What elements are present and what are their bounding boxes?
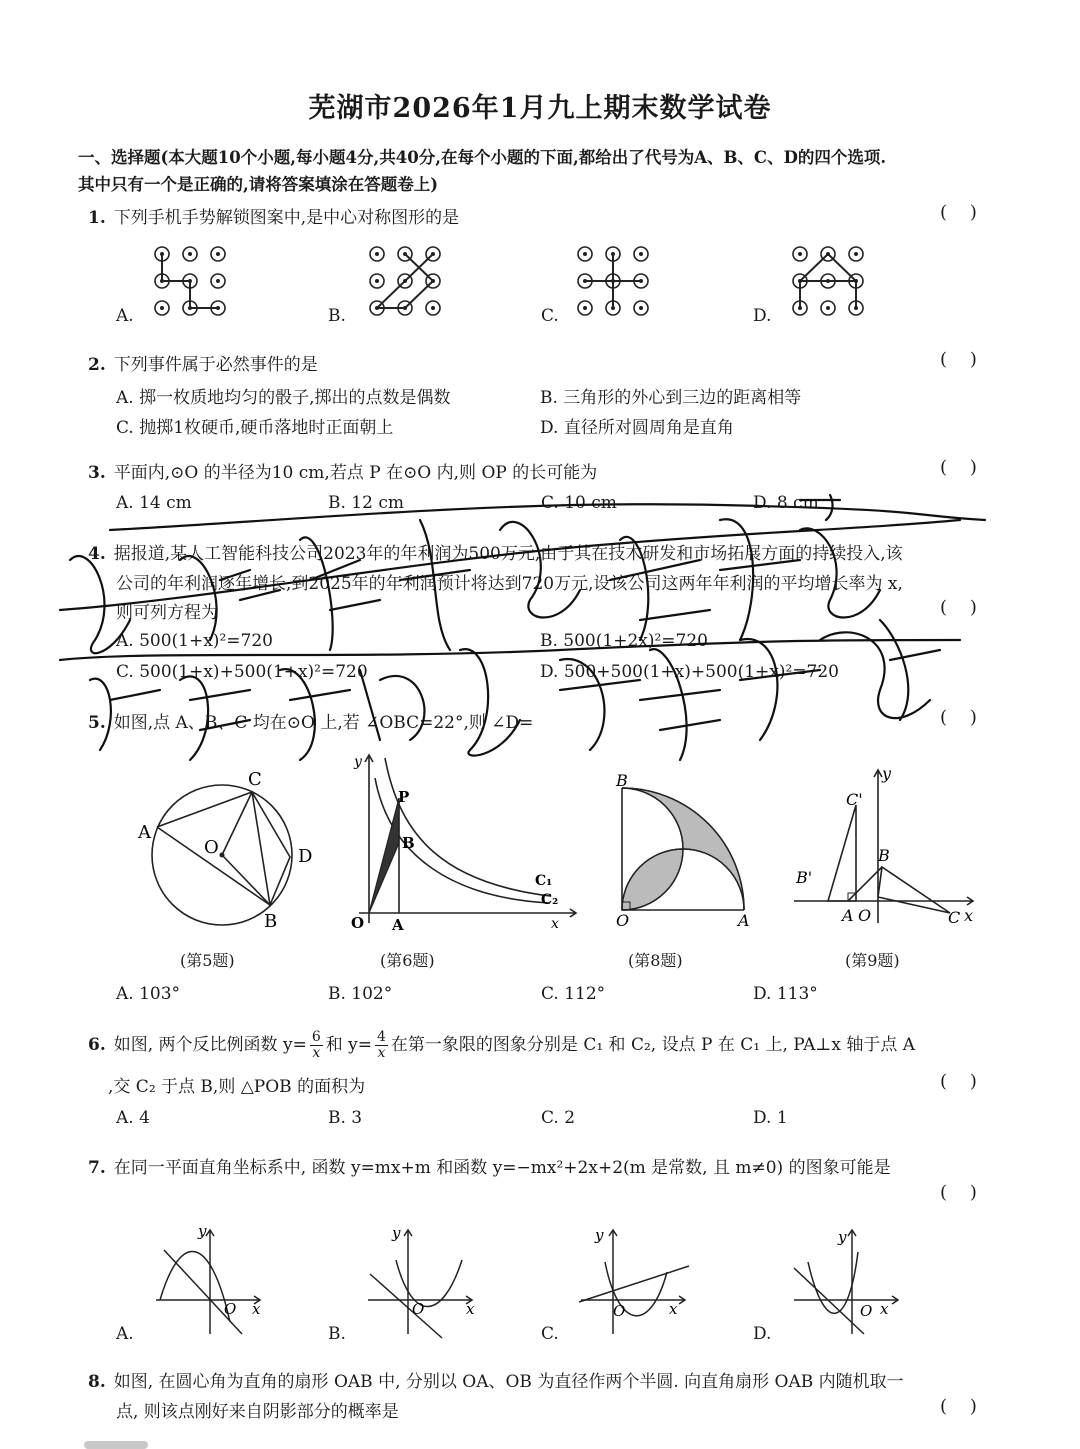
question-4-line2: 公司的年利润逐年增长,到2025年的年利润预计将达到720万元,设该公司这两年年利润的平均增长率为 x, — [116, 574, 903, 594]
axis-label-y: y — [198, 1222, 207, 1240]
fig5-caption: (第5题) — [180, 951, 235, 970]
fig9-label-b-prime: B' — [796, 868, 813, 887]
fraction-denominator: x — [312, 1045, 321, 1061]
q1-option-d: D. — [753, 306, 772, 326]
q2-option-a: A. 掷一枚质地均匀的骰子,掷出的点数是偶数 — [116, 388, 451, 408]
fig9-label-o: O — [858, 906, 872, 925]
fig6-label-b: B — [402, 834, 415, 852]
axis-label-y: y — [838, 1228, 847, 1246]
axis-label-o: O — [613, 1302, 626, 1320]
q7-option-c: C. — [541, 1324, 559, 1344]
answer-paren-6[interactable]: ( ) — [940, 1071, 977, 1092]
question-text-c: 在第一象限的图象分别是 C₁ 和 C₂, 设点 P 在 C₁ 上, PA⊥x 轴于点 A — [390, 1035, 916, 1055]
figure-6 — [345, 748, 585, 933]
question-text: 下列事件属于必然事件的是 — [113, 355, 318, 375]
figure-8 — [608, 770, 758, 930]
fig9-label-c: C — [948, 908, 961, 927]
fig9-label-c-prime: C' — [846, 790, 863, 809]
question-text: 平面内,⊙O 的半径为10 cm,若点 P 在⊙O 内,则 OP 的长可能为 — [113, 463, 598, 483]
fig6-label-o: O — [351, 914, 365, 932]
q7-graph-b — [362, 1222, 482, 1340]
q6-option-b: B. 3 — [328, 1108, 363, 1128]
q4-option-c: C. 500(1+x)+500(1+x)²=720 — [116, 662, 368, 682]
fraction-denominator: x — [377, 1045, 386, 1061]
fig6-label-c1: C₁ — [535, 873, 553, 889]
fig8-label-o: O — [616, 911, 630, 930]
axis-label-x: x — [252, 1300, 261, 1318]
axis-label-x: x — [880, 1300, 889, 1318]
q4-option-b: B. 500(1+2x)²=720 — [540, 631, 708, 651]
fig5-label-b: B — [264, 911, 278, 932]
q2-option-c: C. 抛掷1枚硬币,硬币落地时正面朝上 — [116, 418, 394, 438]
axis-label-o: O — [412, 1300, 425, 1318]
axis-label-x: x — [466, 1300, 475, 1318]
q4-option-a: A. 500(1+x)²=720 — [116, 631, 273, 651]
figure-5 — [130, 765, 330, 935]
question-number: 4. — [88, 544, 106, 564]
q1-option-b: B. — [328, 306, 346, 326]
q4-option-d: D. 500+500(1+x)+500(1+x)²=720 — [540, 662, 839, 682]
figure-9 — [788, 765, 983, 930]
fig5-label-c: C — [248, 769, 262, 790]
answer-paren-8[interactable]: ( ) — [940, 1396, 977, 1417]
q7-graph-d — [788, 1222, 908, 1340]
question-number: 8. — [88, 1372, 106, 1392]
q7-graph-c — [575, 1222, 695, 1340]
question-text-line1: 如图, 在圆心角为直角的扇形 OAB 中, 分别以 OA、OB 为直径作两个半圆. 向直角扇形 OAB 内随机取一 — [113, 1372, 904, 1392]
fig6-label-y: y — [354, 754, 362, 770]
fig9-caption: (第9题) — [845, 951, 900, 970]
question-number: 7. — [88, 1158, 106, 1178]
fig6-label-p: P — [398, 788, 410, 806]
question-text-b: 和 y= — [325, 1035, 372, 1055]
question-number: 6. — [88, 1035, 106, 1055]
axis-label-o: O — [224, 1300, 237, 1318]
q3-option-b: B. 12 cm — [328, 493, 404, 513]
answer-paren-3[interactable]: ( ) — [940, 457, 977, 478]
section-header-line1: 一、选择题(本大题10个小题,每小题4分,共40分,在每个小题的下面,都给出了代号为A、B、C、D的四个选项. — [78, 148, 887, 167]
question-number: 3. — [88, 463, 106, 483]
question-6-line2: ,交 C₂ 于点 B,则 △POB 的面积为 — [108, 1077, 366, 1097]
q5-option-b: B. 102° — [328, 984, 393, 1004]
fig8-label-a: A — [738, 911, 750, 930]
fraction-4-over-x — [375, 1030, 388, 1061]
answer-paren-4[interactable]: ( ) — [940, 597, 977, 618]
scrollbar-thumb[interactable] — [84, 1441, 148, 1449]
fig9-label-y: y — [882, 765, 892, 783]
fig9-label-x: x — [964, 906, 974, 925]
q6-option-c: C. 2 — [541, 1108, 576, 1128]
fig6-caption: (第6题) — [380, 951, 435, 970]
axis-label-o: O — [860, 1302, 873, 1320]
q5-option-d: D. 113° — [753, 984, 818, 1004]
fraction-numerator: 4 — [377, 1029, 386, 1045]
q7-option-b: B. — [328, 1324, 346, 1344]
q7-option-a: A. — [116, 1324, 134, 1344]
question-text: 如图,点 A、B、C 均在⊙O 上,若 ∠OBC=22°,则 ∠D= — [113, 713, 534, 733]
question-number: 2. — [88, 355, 106, 375]
answer-paren-7[interactable]: ( ) — [940, 1182, 977, 1203]
fraction-numerator: 6 — [311, 1029, 321, 1045]
answer-paren-1[interactable]: ( ) — [940, 202, 977, 223]
fig6-label-a: A — [392, 916, 404, 933]
fig9-label-a: A — [842, 906, 854, 925]
question-text: 在同一平面直角坐标系中, 函数 y=mx+m 和函数 y=−mx²+2x+2(m 是常数, 且 m≠0) 的图象可能是 — [113, 1158, 891, 1178]
q3-option-c: C. 10 cm — [541, 493, 617, 513]
fig5-label-o: O — [204, 837, 219, 858]
fig9-label-b: B — [878, 846, 890, 865]
section-header-line2: 其中只有一个是正确的,请将答案填涂在答题卷上) — [78, 175, 439, 194]
fig6-label-c2: C₂ — [541, 892, 559, 908]
question-8 — [88, 1367, 904, 1392]
axis-label-y: y — [595, 1226, 604, 1244]
q7-option-d: D. — [753, 1324, 772, 1344]
q5-option-c: C. 112° — [541, 984, 606, 1004]
q1-option-a: A. — [116, 306, 134, 326]
q3-option-a: A. 14 cm — [116, 493, 192, 513]
axis-label-x: x — [669, 1300, 678, 1318]
fig5-label-d: D — [298, 846, 313, 867]
answer-paren-5[interactable]: ( ) — [940, 707, 977, 728]
q6-option-a: A. 4 — [116, 1108, 150, 1128]
question-6 — [88, 1030, 915, 1061]
fig8-caption: (第8题) — [628, 951, 683, 970]
fig8-label-b: B — [616, 771, 628, 790]
q5-option-a: A. 103° — [116, 984, 181, 1004]
fig5-label-a: A — [138, 822, 151, 843]
q2-option-d: D. 直径所对圆周角是直角 — [540, 418, 734, 438]
q1-option-c: C. — [541, 306, 559, 326]
question-number: 1. — [88, 208, 106, 228]
fig6-label-x: x — [551, 916, 559, 932]
question-text-a: 如图, 两个反比例函数 y= — [113, 1035, 307, 1055]
q2-option-b: B. 三角形的外心到三边的距离相等 — [540, 388, 802, 408]
axis-label-y: y — [392, 1224, 401, 1242]
question-number: 5. — [88, 713, 106, 733]
page-title: 芜湖市2026年1月九上期末数学试卷 — [308, 93, 772, 124]
fraction-6-over-x — [310, 1030, 323, 1061]
question-text: 下列手机手势解锁图案中,是中心对称图形的是 — [113, 208, 460, 228]
question-7 — [88, 1153, 891, 1178]
answer-paren-2[interactable]: ( ) — [940, 349, 977, 370]
q3-option-d: D. 8 cm — [753, 493, 819, 513]
question-text-line1: 据报道,某人工智能科技公司2023年的年利润为500万元,由于其在技术研发和市场拓展方面的持续投入,该 — [113, 544, 903, 564]
q6-option-d: D. 1 — [753, 1108, 788, 1128]
q7-graph-a — [150, 1222, 270, 1340]
question-4-line3: 则可列方程为 — [116, 603, 218, 623]
question-8-line2: 点, 则该点刚好来自阴影部分的概率是 — [116, 1402, 399, 1422]
